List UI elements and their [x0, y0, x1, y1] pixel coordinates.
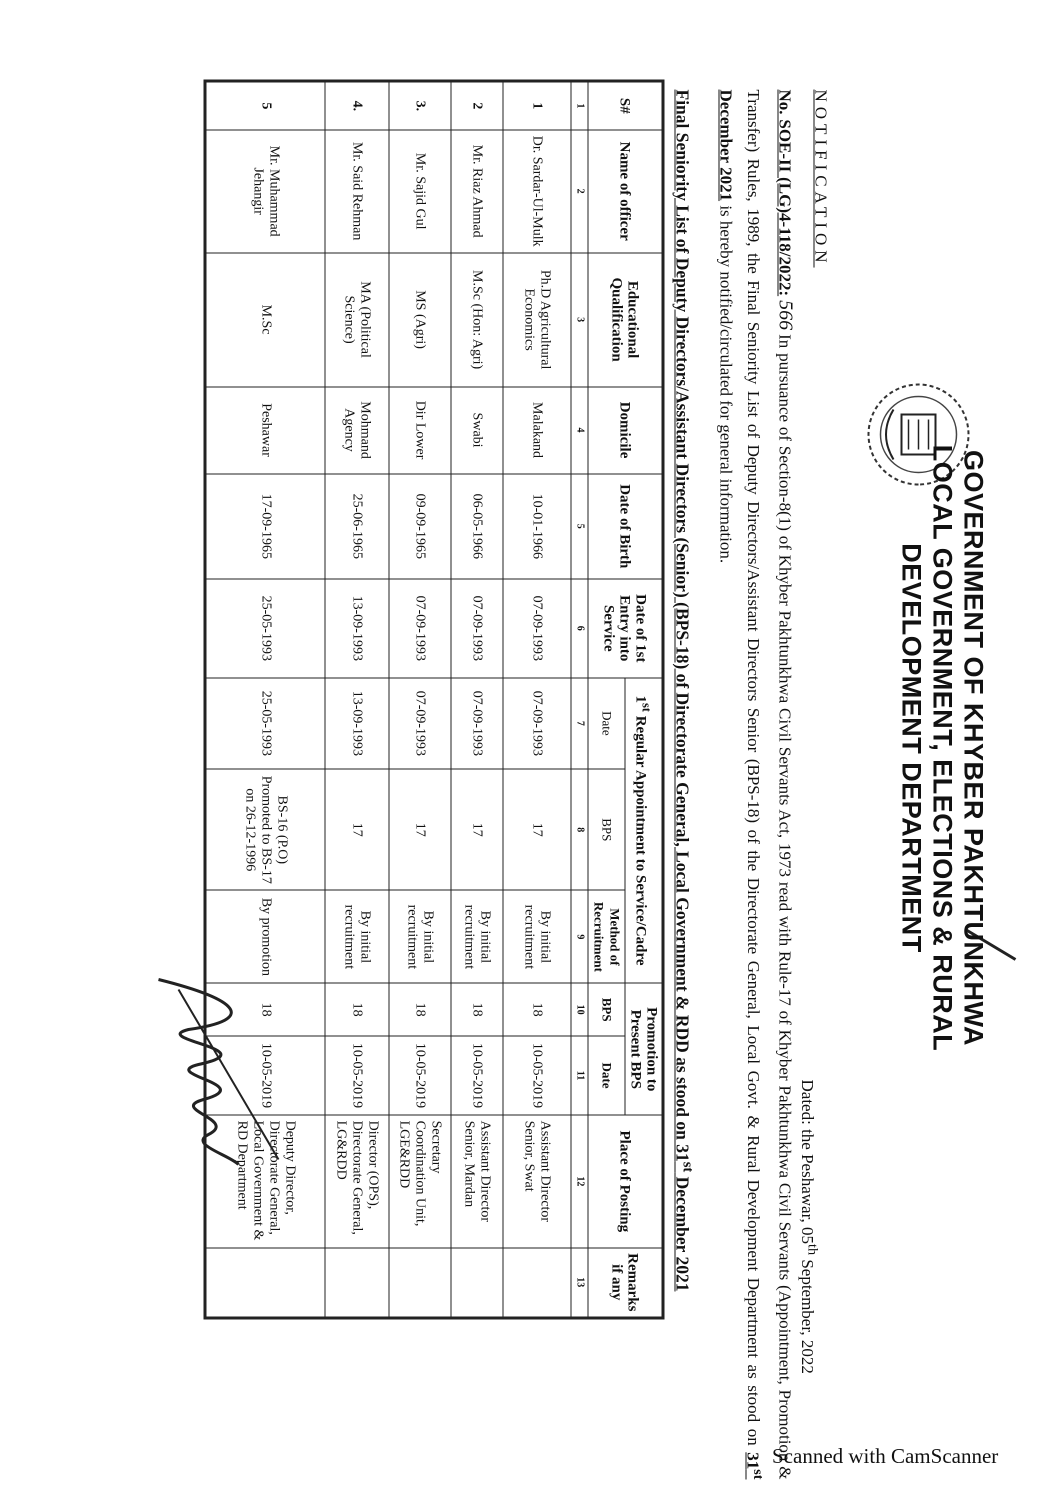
letterhead — [896, 0, 989, 1497]
col-num: 12 — [571, 1115, 588, 1247]
col-num: 6 — [571, 579, 588, 678]
cell-remarks — [205, 1248, 325, 1318]
cell-name: Mr. Sajid Gul — [389, 130, 451, 253]
cell-bps: 17 — [451, 769, 503, 890]
column-number-row — [571, 81, 588, 1318]
cell-date: 07-09-1993 — [389, 678, 451, 770]
cell-bps: 17 — [389, 769, 451, 890]
list-title-sup: st — [679, 1161, 696, 1173]
rotated-document — [1, 0, 1058, 1497]
col-num: 11 — [571, 1036, 588, 1115]
paragraph-text-2: is hereby notified/circulated for general information. — [716, 201, 736, 564]
cell-dob: 06-05-1966 — [451, 474, 503, 579]
cell-method: By initial recruitment — [325, 890, 389, 983]
cell-qualification: M.Sc — [205, 253, 325, 387]
cell-promo-date: 10-05-2019 — [205, 1036, 325, 1115]
cell-promo-bps: 18 — [451, 983, 503, 1035]
date-sup: st — [750, 1469, 767, 1480]
th-regular-post: Regular Appointment to Service/Cadre — [632, 711, 649, 966]
scanner-watermark: Scanned with CamScanner — [772, 1444, 999, 1468]
dated-sup: th — [804, 1244, 821, 1256]
col-num: 13 — [571, 1248, 588, 1318]
cell-method: By initial recruitment — [389, 890, 451, 983]
cell-entry: 13-09-1993 — [325, 579, 389, 678]
th-bps: BPS — [588, 769, 625, 890]
cell-entry: 07-09-1993 — [451, 579, 503, 678]
cell-promo-bps: 18 — [325, 983, 389, 1035]
col-num: 9 — [571, 890, 588, 983]
cell-date: 07-09-1993 — [451, 678, 503, 770]
list-title-end: December 2021 — [672, 1172, 693, 1292]
cell-qualification: M.Sc (Hon: Agri) — [451, 253, 503, 387]
cell-qualification: MA (Political Science) — [325, 253, 389, 387]
dated-line — [797, 1080, 821, 1374]
cell-date: 13-09-1993 — [325, 678, 389, 770]
th-method: Method of Recruitment — [588, 890, 625, 983]
col-num: 2 — [571, 130, 588, 253]
cell-promo-date: 10-05-2019 — [325, 1036, 389, 1115]
cell-posting: Director (OPS), Directorate General, LG&RDD — [325, 1115, 389, 1247]
cell-date: 07-09-1993 — [503, 678, 571, 770]
dated-prefix: Dated: the Peshawar, 05 — [797, 1079, 817, 1245]
cell-entry: 07-09-1993 — [389, 579, 451, 678]
paragraph-text-1: In pursuance of Section-8(1) of Khyber Pakhtunkhwa Civil Servants Act, 1973 read with Rule-17 of Khyber Pakhtunkhwa Civil Servants (Appointment, Promotion & Transfer) Rules, 1989, the Final Seniority List of Deputy Directors/Assistant Directors Senior (BPS-18) of the Directorate General, Local Govt. & Rural Development Department as stood on — [743, 89, 795, 1480]
cell-promo-date: 10-05-2019 — [451, 1036, 503, 1115]
notification-label: NOTIFICATION — [811, 89, 831, 268]
cell-posting: Deputy Director, Directorate General, Local Government & RD Department — [205, 1115, 325, 1247]
date-day: 31 — [743, 1452, 763, 1470]
cell-date: 25-05-1993 — [205, 678, 325, 770]
th-qualification: Educational Qualification — [588, 253, 663, 387]
col-num: 7 — [571, 678, 588, 770]
cell-bps: 17 — [325, 769, 389, 890]
th-entry: Date of 1st Entry into Service — [588, 579, 663, 678]
handwritten-number: 566 — [774, 300, 797, 331]
cell-method: By initial recruitment — [451, 890, 503, 983]
list-title-main: Final Seniority List of Deputy Directors/Assistant Directors (Senior) (BPS-18) of Directorate General, Local Government & RDD as stood on 31 — [672, 89, 693, 1162]
cell-name: Dr. Sardar-Ul-Mulk — [503, 130, 571, 253]
th-sno: S# — [588, 81, 663, 130]
cell-name: Mr. Muhammad Jehangir — [205, 130, 325, 253]
cell-sno: 2 — [451, 81, 503, 130]
col-num: 5 — [571, 474, 588, 579]
letterhead-line-2: LOCAL GOVERNMENT, ELECTIONS & RURAL — [927, 444, 958, 1052]
cell-posting: Assistant Director Senior, Swat — [503, 1115, 571, 1247]
cell-dob: 25-06-1965 — [325, 474, 389, 579]
col-num: 1 — [571, 81, 588, 130]
notification-paragraph — [713, 90, 799, 1480]
cell-method: By initial recruitment — [503, 890, 571, 983]
cell-domicile: Mohmand Agency — [325, 387, 389, 474]
cell-posting: Secretary Coordination Unit, LGE&RDD — [389, 1115, 451, 1247]
table-row — [325, 81, 389, 1318]
cell-promo-bps: 18 — [205, 983, 325, 1035]
cell-domicile: Malakand — [503, 387, 571, 474]
cell-bps: BS-16 (P.O) Promoted to BS-17 on 26-12-1996 — [205, 769, 325, 890]
list-title — [672, 90, 696, 1292]
col-num: 3 — [571, 253, 588, 387]
th-domicile: Domicile — [588, 387, 663, 474]
cell-qualification: MS (Agri) — [389, 253, 451, 387]
dated-suffix: September, 2022 — [797, 1255, 817, 1374]
cell-domicile: Swabi — [451, 387, 503, 474]
th-date: Date — [588, 678, 625, 770]
cell-domicile: Dir Lower — [389, 387, 451, 474]
th-regular-sup: st — [639, 702, 654, 712]
cell-bps: 17 — [503, 769, 571, 890]
header-row-1 — [625, 81, 663, 1318]
col-num: 8 — [571, 769, 588, 890]
cell-entry: 25-05-1993 — [205, 579, 325, 678]
th-posting: Place of Posting — [588, 1115, 663, 1247]
table-row — [503, 81, 571, 1318]
th-promotion: Promotion to Present BPS — [625, 983, 663, 1115]
th-name: Name of officer — [588, 130, 663, 253]
col-num: 4 — [571, 387, 588, 474]
cell-dob: 09-09-1965 — [389, 474, 451, 579]
cell-promo-bps: 18 — [503, 983, 571, 1035]
cell-method: By promotion — [205, 890, 325, 983]
cell-entry: 07-09-1993 — [503, 579, 571, 678]
cell-remarks — [325, 1248, 389, 1318]
cell-sno: 3. — [389, 81, 451, 130]
cell-name: Mr. Said Rehman — [325, 130, 389, 253]
th-remarks: Remarks if any — [588, 1248, 663, 1318]
th-promo-date: Date — [588, 1036, 625, 1115]
letterhead-line-3: DEVELOPMENT DEPARTMENT — [896, 543, 927, 953]
cell-domicile: Peshawar — [205, 387, 325, 474]
cell-sno: 5 — [205, 81, 325, 130]
table-row — [389, 81, 451, 1318]
cell-remarks — [389, 1248, 451, 1318]
date-rest: December 2021 — [716, 89, 736, 202]
th-regular-appointment — [625, 678, 663, 984]
reference-number: No. SOE-II (LG)4-118/2022: — [775, 89, 795, 297]
table-row — [451, 81, 503, 1318]
cell-dob: 17-09-1965 — [205, 474, 325, 579]
cell-sno: 4. — [325, 81, 389, 130]
th-dob: Date of Birth — [588, 474, 663, 579]
th-regular-pre: 1 — [632, 695, 649, 703]
cell-remarks — [503, 1248, 571, 1318]
cell-sno: 1 — [503, 81, 571, 130]
th-promo-bps: BPS — [588, 983, 625, 1035]
cell-dob: 10-01-1966 — [503, 474, 571, 579]
cell-promo-date: 10-05-2019 — [389, 1036, 451, 1115]
cell-name: Mr. Riaz Ahmad — [451, 130, 503, 253]
cell-qualification: Ph.D Agricultural Economics — [503, 253, 571, 387]
cell-promo-date: 10-05-2019 — [503, 1036, 571, 1115]
col-num: 10 — [571, 983, 588, 1035]
letterhead-line-1: GOVERNMENT OF KHYBER PAKHTUNKHWA — [958, 450, 989, 1046]
cell-promo-bps: 18 — [389, 983, 451, 1035]
cell-remarks — [451, 1248, 503, 1318]
handwritten-signature — [139, 970, 299, 1170]
cell-posting: Assistant Director Senior, Mardan — [451, 1115, 503, 1247]
